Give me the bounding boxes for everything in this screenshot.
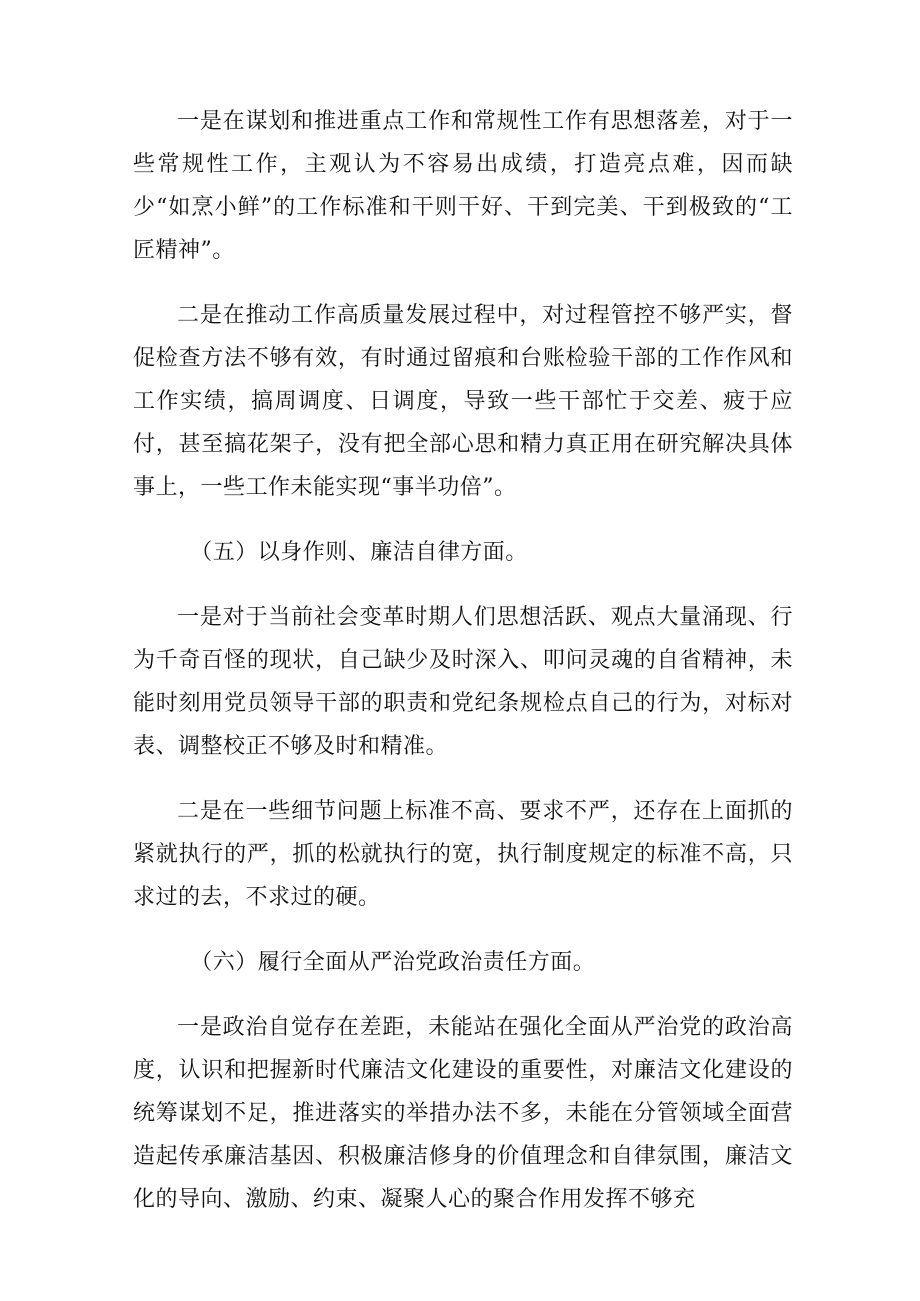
paragraph-self-reflection: 一是对于当前社会变革时期人们思想活跃、观点大量涌现、行为千奇百怪的现状，自己缺少及时深入、叩问灵魂的自省精神，未能时刻用党员领导干部的职责和党纪条规检点自己的行为，对标对表、调整校正不够及时和精准。: [133, 605, 793, 759]
paragraph-political-awareness: 一是政治自觉存在差距，未能站在强化全面从严治党的政治高度，认识和把握新时代廉洁文化建设的重要性，对廉洁文化建设的统筹谋划不足，推进落实的举措办法不多，未能在分管领域全面营造起传承廉洁基因、积极廉洁修身的价值理念和自律氛围，廉洁文化的导向、激励、约束、凝聚人心的聚合作用发挥不够充: [133, 1015, 793, 1212]
paragraph-standards: 二是在一些细节问题上标准不高、要求不严，还存在上面抓的紧就执行的严，抓的松就执行的宽，执行制度规定的标准不高，只求过的去，不求过的硬。: [133, 799, 793, 910]
paragraph-process-control: 二是在推动工作高质量发展过程中，对过程管控不够严实，督促检查方法不够有效，有时通过留痕和台账检验干部的工作作风和工作实绩，搞周调度、日调度，导致一些干部忙于交差、疲于应付，甚至搞花架子，没有把全部心思和精力真正用在研究解决具体事上，一些工作未能实现“事半功倍”。: [133, 303, 793, 500]
paragraph-planning-gap: 一是在谋划和推进重点工作和常规性工作有思想落差，对于一些常规性工作，主观认为不容易出成绩，打造亮点难，因而缺少“如烹小鲜”的工作标准和干则干好、干到完美、干到极致的“工匠精神”。: [133, 109, 793, 263]
section-heading-integrity: （五）以身作则、廉洁自律方面。: [190, 540, 528, 565]
document-body: [133, 100, 793, 1243]
section-heading-party-governance: （六）履行全面从严治党政治责任方面。: [190, 950, 596, 975]
